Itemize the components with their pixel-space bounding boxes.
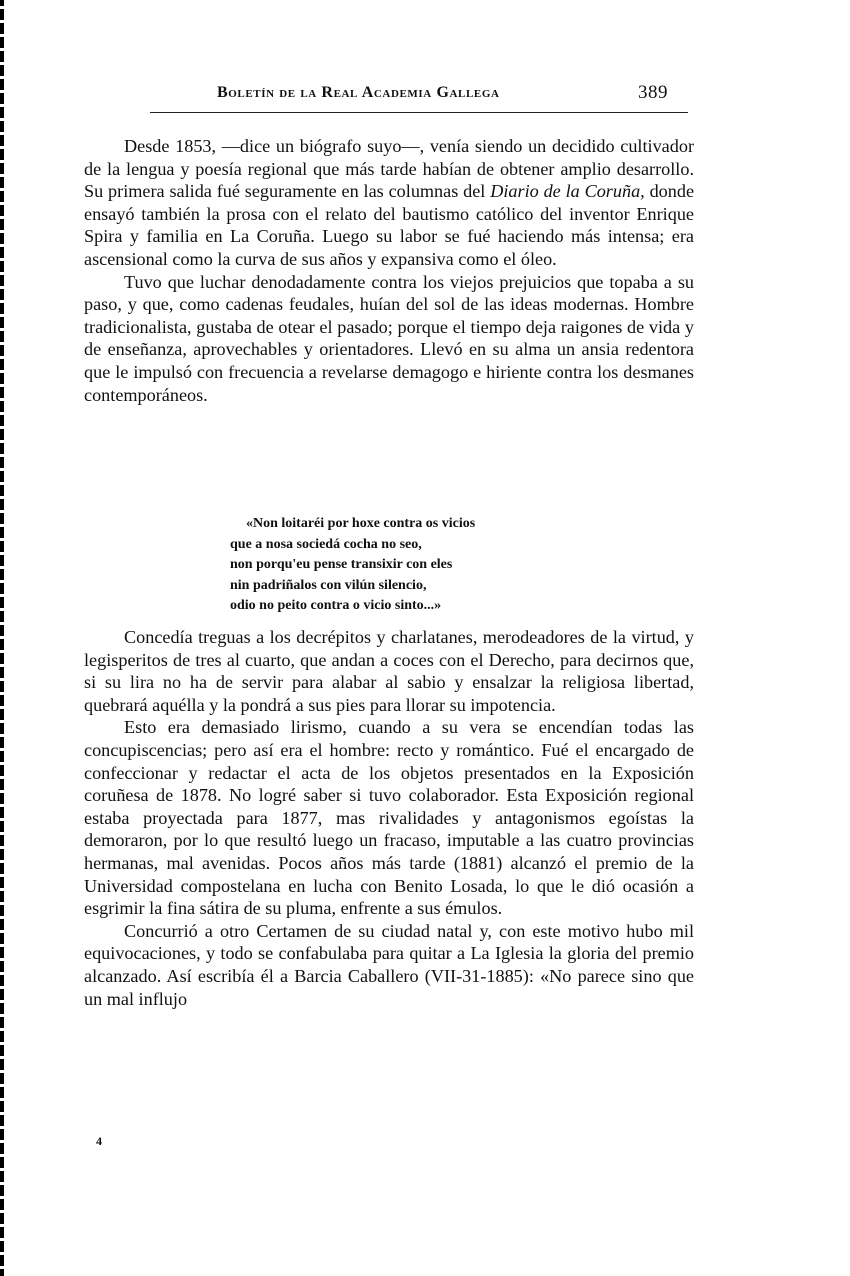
verse-quote bbox=[230, 514, 475, 617]
verse-line: odio no peito contra o vicio sinto...» bbox=[230, 598, 442, 613]
newspaper-title: Diario de la Coruña, bbox=[490, 181, 645, 202]
body-text-bottom bbox=[84, 626, 694, 1010]
paragraph: Concurrió a otro Certamen de su ciudad natal y, con este motivo hubo mil equivocaciones, y todo se confabulaba para quitar a La Iglesia la gloria del premio alcanzado. Así escribía él a Barcia Caballero (VII-31-1885): «No parece sino que un mal influjo bbox=[84, 920, 694, 1009]
page-header bbox=[150, 84, 688, 113]
body-text-top bbox=[84, 135, 694, 406]
scan-edge bbox=[0, 0, 4, 1276]
paragraph-text: Desde 1853, —dice un biógrafo suyo—, venía siendo un decidido cultivador de la lengua y poesía regional que más tarde habían de obtener amplio desarrollo. Su primera salida fué seguramente en las columnas del bbox=[84, 136, 694, 202]
running-title: Boletín de la Real Academia Gallega bbox=[217, 84, 500, 101]
paragraph: Concedía treguas a los decrépitos y charlatanes, merodeadores de la virtud, y legisperitos de tres al cuarto, que andan a coces con el Derecho, para decirnos que, si su lira no ha de servir para alabar al sabio y ensalzar la religiosa libertad, quebrará aquélla y la pondrá a sus pies para llorar su impotencia. bbox=[84, 627, 694, 715]
paragraph: Tuvo que luchar denodadamente contra los viejos prejuicios que topaba a su paso, y que, como cadenas feudales, huían del sol de las ideas modernas. Hombre tradicionalista, gustaba de otear el pasado; porque el tiempo deja raigones de vida y de enseñanza, aprovechables y orientadores. Llevó en su alma un ansia redentora que le impulsó con frecuencia a revelarse demagogo e hiriente contra los desmanes contemporáneos. bbox=[84, 271, 694, 405]
verse-line: nin padriñalos con vilún silencio, bbox=[230, 577, 427, 593]
signature-mark: 4 bbox=[96, 1134, 102, 1148]
verse-line: que a nosa sociedá cocha no seo, bbox=[230, 536, 422, 552]
page-number: 389 bbox=[638, 82, 668, 103]
verse-line: «Non loitaréi por hoxe contra os vicios bbox=[246, 516, 476, 531]
paragraph bbox=[84, 135, 694, 271]
paragraph-text: donde ensayó también la prosa con el relato del bautismo católico del inventor Enrique Spira y familia en La Coruña. Luego su labor se fué haciendo más intensa; era ascensional como la curva de sus años y expansiva como el óleo. bbox=[84, 181, 695, 269]
verse-line: non porqu'eu pense transixir con eles bbox=[230, 557, 453, 572]
paragraph: Esto era demasiado lirismo, cuando a su vera se encendían todas las concupiscencias; pero así era el hombre: recto y romántico. Fué el encargado de confeccionar y redactar el acta de los objetos presentados en la Exposición coruñesa de 1878. No logré saber si tuvo colaborador. Esta Exposición regional estaba proyectada para 1877, mas rivalidades y antagonismos egoístas la demoraron, por lo que resultó luego un fracaso, imputable a las cuatro provincias hermanas, mal avenidas. Pocos años más tarde (1881) alcanzó el premio de la Universidad compostelana en lucha con Benito Losada, lo que le dió ocasión a esgrimir la fina sátira de su pluma, enfrente a sus émulos. bbox=[84, 717, 694, 919]
